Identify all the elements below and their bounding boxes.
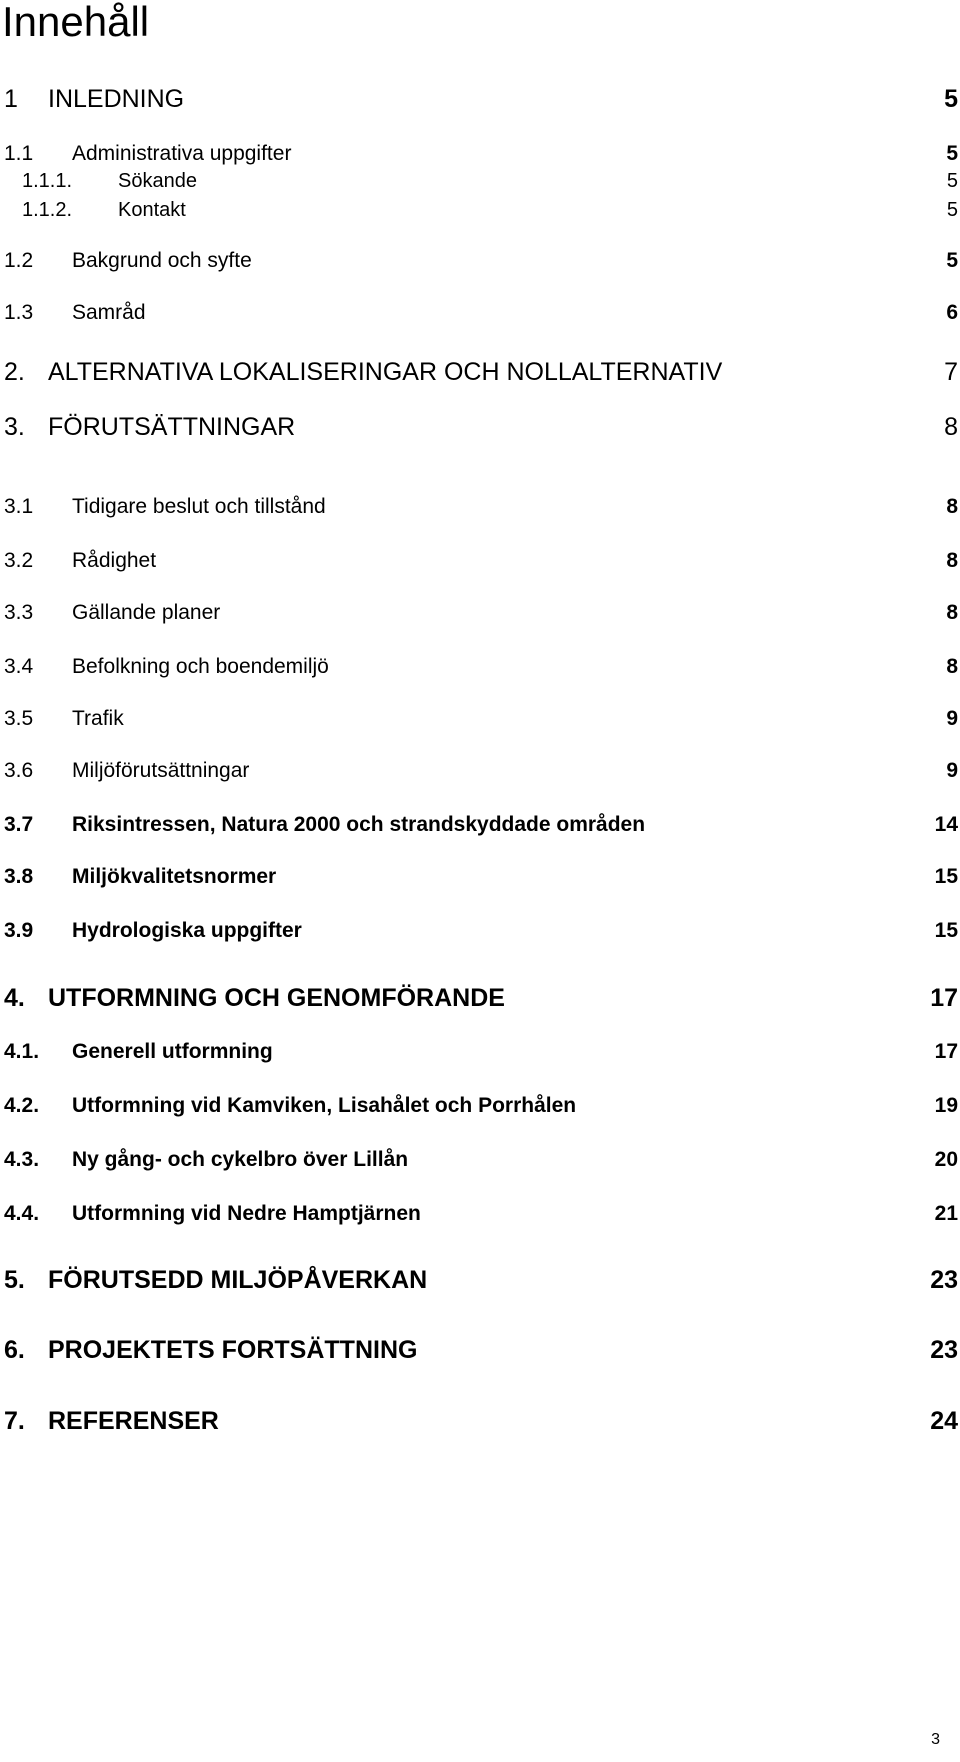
toc-entry-number: 1.3 [4,301,34,324]
toc-entry-title: Sökande [118,170,197,192]
toc-entry-title: Hydrologiska uppgifter [72,919,302,942]
page-number: 3 [931,1731,940,1748]
toc-entry-page: 6 [946,301,958,324]
toc-entry-number: 5. [4,1266,25,1294]
toc-entry-number: 3.8 [4,865,34,888]
toc-entry-title: Miljökvalitetsnormer [72,865,277,888]
toc-entry-number: 3.5 [4,707,34,730]
toc-entry-title: INLEDNING [48,85,185,113]
toc-entry-title: Tidigare beslut och tillstånd [72,495,326,518]
toc-entry[interactable] [0,1039,960,1079]
toc-entry-page: 9 [946,707,958,730]
toc-entry-title: Generell utformning [72,1040,273,1063]
toc-entry-page: 7 [944,358,958,386]
toc-entry[interactable] [0,600,960,640]
toc-entry[interactable] [0,1265,960,1305]
toc-entry-title: Rådighet [72,549,157,572]
toc-entry-page: 5 [946,199,958,221]
toc-entry-number: 3.1 [4,495,34,518]
toc-entry[interactable] [0,918,960,958]
toc-entry[interactable] [0,1406,960,1446]
toc-entry-page: 14 [934,813,958,836]
toc-entry-page: 15 [934,919,958,942]
toc-entry-number: 1.1.1. [22,170,73,192]
toc-entry[interactable] [0,654,960,694]
toc-entry-page: 8 [946,549,958,572]
toc-entry-page: 23 [930,1266,958,1294]
toc-entry[interactable] [0,706,960,746]
toc-entry-title: Kontakt [118,199,186,221]
toc-entry-page: 24 [930,1407,958,1435]
toc-entry-page: 9 [946,759,958,782]
toc-entry-page: 8 [944,413,958,441]
toc-entry-number: 2. [4,358,25,386]
toc-entry[interactable] [0,983,960,1023]
toc-entry[interactable] [0,248,960,288]
toc-entry-number: 3.9 [4,919,34,942]
toc-entry-page: 5 [946,170,958,192]
toc-entry-page: 21 [934,1202,958,1225]
toc-entry[interactable] [0,864,960,904]
toc-entry-page: 19 [934,1094,958,1117]
toc-entry-page: 5 [944,85,958,113]
toc-entry-title: Miljöförutsättningar [72,759,250,782]
toc-entry-number: 1.2 [4,249,34,272]
toc-entry-title: PROJEKTETS FORTSÄTTNING [48,1336,418,1364]
toc-entry-page: 15 [934,865,958,888]
toc-entry-title: Samråd [72,301,146,324]
toc-entry[interactable] [0,412,960,452]
toc-entry[interactable] [0,812,960,852]
toc-entry-page: 8 [946,495,958,518]
toc-entry-title: Administrativa uppgifter [72,142,292,165]
toc-entry[interactable] [0,1201,960,1241]
toc-entry-page: 17 [934,1040,958,1063]
toc-entry-title: Gällande planer [72,601,221,624]
toc-entry[interactable] [0,198,960,238]
toc-entry[interactable] [0,1093,960,1133]
page-title: Innehåll [2,0,150,45]
toc-entry-title: Utformning vid Kamviken, Lisahålet och Porrhålen [72,1094,577,1117]
toc-entry-number: 4. [4,984,25,1012]
toc-entry-number: 3. [4,413,25,441]
toc-entry-page: 23 [930,1336,958,1364]
toc-entry-title: ALTERNATIVA LOKALISERINGAR OCH NOLLALTERNATIV [48,358,723,386]
toc-entry-number: 3.3 [4,601,34,624]
toc-entry-number: 7. [4,1407,25,1435]
toc-entry-number: 3.7 [4,813,34,836]
toc-entry-number: 6. [4,1336,25,1364]
toc-entry-page: 5 [946,249,958,272]
toc-entry-page: 5 [946,142,958,165]
toc-entry-page: 8 [946,601,958,624]
toc-entry[interactable] [0,1335,960,1375]
toc-entry-title: Bakgrund och syfte [72,249,252,272]
toc-entry-title: UTFORMNING OCH GENOMFÖRANDE [48,984,505,1012]
toc-entry-title: REFERENSER [48,1407,219,1435]
toc-entry-title: FÖRUTSEDD MILJÖPÅVERKAN [48,1266,428,1294]
toc-entry[interactable] [0,357,960,397]
toc-entry-page: 17 [930,984,958,1012]
toc-entry-number: 4.4. [4,1202,40,1225]
toc-entry-number: 4.1. [4,1040,40,1063]
toc-entry[interactable] [0,548,960,588]
toc-entry-title: FÖRUTSÄTTNINGAR [48,413,296,441]
toc-entry-number: 3.2 [4,549,34,572]
toc-entry-number: 1.1.2. [22,199,73,221]
toc-entry[interactable] [0,494,960,534]
toc-entry-title: Utformning vid Nedre Hamptjärnen [72,1202,421,1225]
toc-entry[interactable] [0,300,960,340]
toc-entry-number: 3.4 [4,655,34,678]
toc-entry-number: 3.6 [4,759,34,782]
toc-entry-title: Befolkning och boendemiljö [72,655,329,678]
toc-entry-title: Trafik [72,707,124,730]
toc-entry[interactable] [0,1147,960,1187]
toc-entry-page: 8 [946,655,958,678]
toc-entry-number: 1 [4,85,18,113]
toc-entry-title: Ny gång- och cykelbro över Lillån [72,1148,409,1171]
toc-entry-number: 4.3. [4,1148,40,1171]
toc-entry-page: 20 [934,1148,958,1171]
toc-entry[interactable] [0,758,960,798]
toc-entry-number: 1.1 [4,142,34,165]
toc-entry-title: Riksintressen, Natura 2000 och strandskyddade områden [72,813,646,836]
toc-entry-number: 4.2. [4,1094,40,1117]
toc-entry[interactable] [0,84,960,124]
